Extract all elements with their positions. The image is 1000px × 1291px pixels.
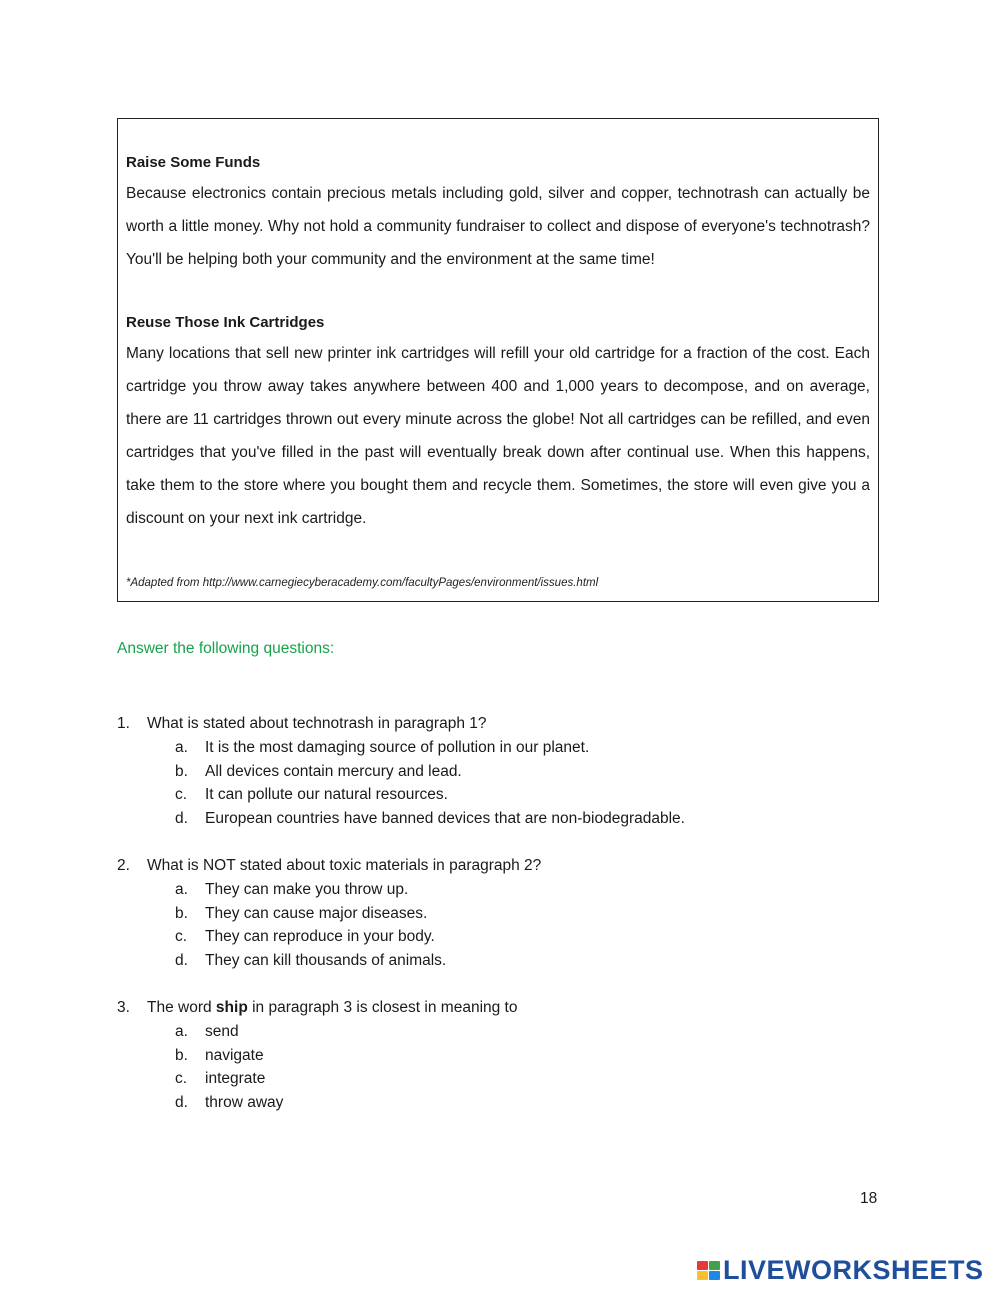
answer-option[interactable] xyxy=(117,1091,877,1115)
section-text-ink-cartridges: Many locations that sell new printer ink cartridges will refill your old cartridge for a fraction of the cost. Each cartridge you throw away takes anywhere between 400 and 1,000 years to decompose, and on average, there are 11 cartridges thrown out every minute across the globe! Not all cartridges can be refilled, and even cartridges that you've filled in the past will eventually break down after continual use. When this happens, take them to the store where you bought them and recycle them. Sometimes, the store will even give you a discount on your next ink cartridge. xyxy=(126,345,870,527)
answer-option[interactable] xyxy=(117,1044,877,1068)
option-text: navigate xyxy=(205,1046,264,1064)
option-text: All devices contain mercury and lead. xyxy=(205,762,462,780)
logo-block xyxy=(709,1261,720,1270)
option-letter: a. xyxy=(175,739,188,756)
question-text-after: in paragraph 3 is closest in meaning to xyxy=(247,999,518,1016)
option-letter: d. xyxy=(175,809,188,827)
answer-option[interactable] xyxy=(117,807,877,831)
option-letter: b. xyxy=(175,762,188,780)
option-letter: c. xyxy=(175,928,188,945)
option-text: throw away xyxy=(205,1093,284,1111)
question-1 xyxy=(117,712,877,830)
question-text: What is NOT stated about toxic materials in paragraph 2? xyxy=(147,857,542,874)
section-heading-raise-funds: Raise Some Funds xyxy=(126,154,261,171)
question-keyword: ship xyxy=(215,999,248,1016)
answer-option[interactable] xyxy=(117,760,877,784)
option-letter: c. xyxy=(175,786,188,803)
option-letter: c. xyxy=(175,1070,188,1087)
answer-option[interactable] xyxy=(117,878,877,902)
question-number: 3. xyxy=(117,999,130,1016)
option-text: It is the most damaging source of pollution in our planet. xyxy=(205,739,590,756)
option-letter: a. xyxy=(175,1023,188,1040)
page-number: 18 xyxy=(860,1190,878,1207)
option-text: They can reproduce in your body. xyxy=(205,928,435,945)
answer-option[interactable] xyxy=(117,1067,877,1091)
logo-text: LIVEWORKSHEETS xyxy=(723,1255,984,1285)
reading-passage-box xyxy=(117,118,879,602)
option-text: European countries have banned devices that are non-biodegradable. xyxy=(205,809,685,827)
question-text-before: The word xyxy=(147,999,216,1016)
option-letter: d. xyxy=(175,951,188,969)
answer-option[interactable] xyxy=(117,902,877,926)
question-text: What is stated about technotrash in paragraph 1? xyxy=(147,715,487,732)
option-text: They can make you throw up. xyxy=(205,881,409,898)
option-letter: b. xyxy=(175,1046,188,1064)
question-number: 1. xyxy=(117,715,130,732)
question-number: 2. xyxy=(117,857,130,874)
logo-blocks-icon xyxy=(697,1261,720,1280)
liveworksheets-logo xyxy=(697,1255,984,1285)
section-heading-ink-cartridges: Reuse Those Ink Cartridges xyxy=(126,314,325,331)
instruction-text: Answer the following questions: xyxy=(117,640,335,657)
option-text: They can cause major diseases. xyxy=(205,904,428,922)
section-text-raise-funds: Because electronics contain precious metals including gold, silver and copper, technotrash can actually be worth a little money. Why not hold a community fundraiser to collect and dispose of everyone's technotrash? You'll be helping both your community and the environment at the same time! xyxy=(126,185,870,268)
question-3 xyxy=(117,996,877,1114)
option-text: They can kill thousands of animals. xyxy=(205,951,447,969)
answer-option[interactable] xyxy=(117,949,877,973)
option-text: send xyxy=(205,1023,239,1040)
question-list xyxy=(117,712,877,1138)
question-text xyxy=(147,996,517,1020)
answer-option[interactable] xyxy=(117,736,877,760)
option-text: It can pollute our natural resources. xyxy=(205,786,448,803)
question-2 xyxy=(117,854,877,972)
answer-option[interactable] xyxy=(117,783,877,807)
option-letter: a. xyxy=(175,881,188,898)
logo-block xyxy=(697,1271,708,1280)
answer-option[interactable] xyxy=(117,925,877,949)
source-citation: *Adapted from http://www.carnegiecyberacademy.com/facultyPages/environment/issues.html xyxy=(126,577,599,589)
option-text: integrate xyxy=(205,1070,266,1087)
logo-block xyxy=(697,1261,708,1270)
option-letter: d. xyxy=(175,1093,188,1111)
option-letter: b. xyxy=(175,904,188,922)
logo-block xyxy=(709,1271,720,1280)
answer-option[interactable] xyxy=(117,1020,877,1044)
